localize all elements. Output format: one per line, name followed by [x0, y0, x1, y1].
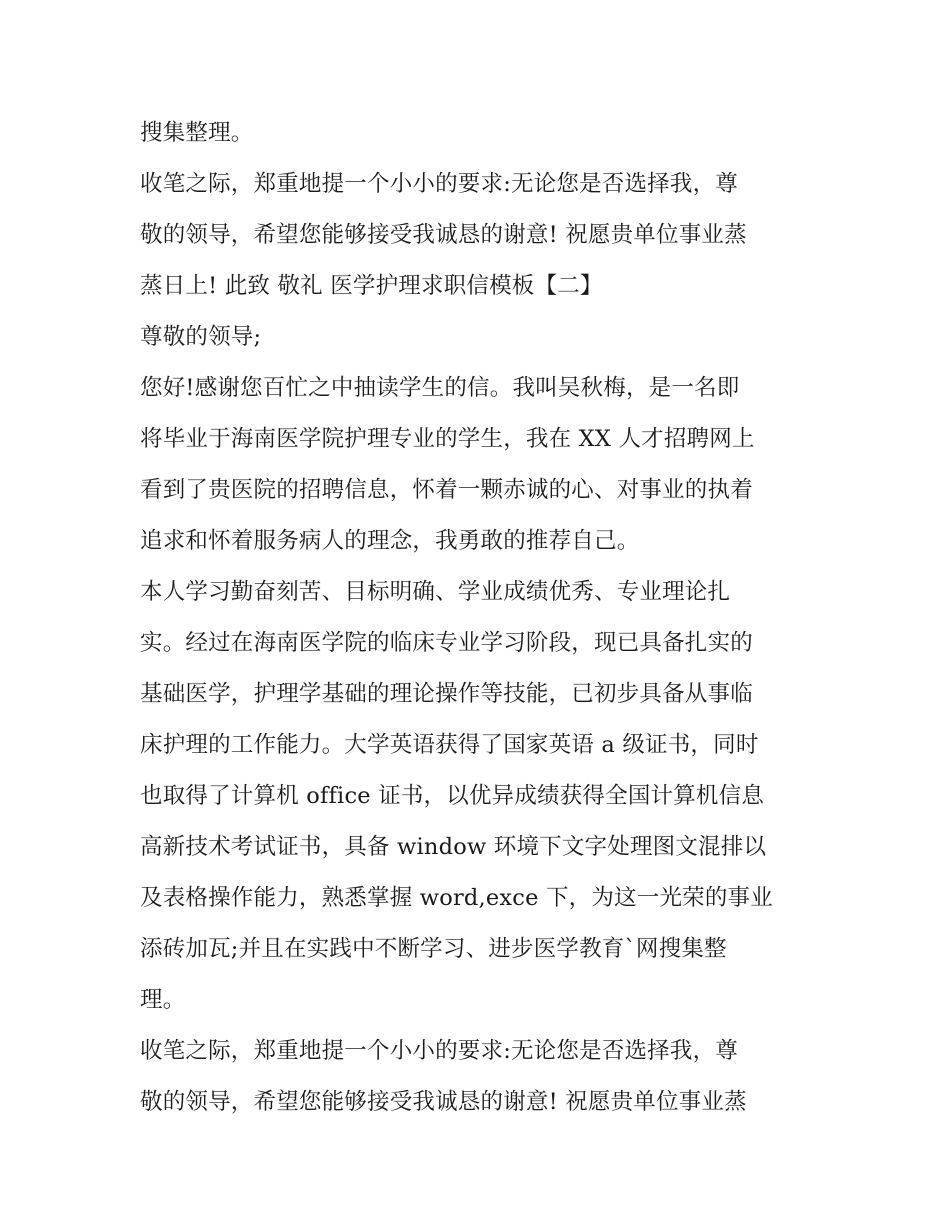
letter-body — [140, 108, 820, 1128]
salutation: 尊敬的领导; — [140, 324, 262, 350]
text-line: 蒸日上! 此致 敬礼 医学护理求职信模板【二】 — [140, 273, 603, 299]
text-line: 您好!感谢您百忙之中抽读学生的信。我叫吴秋梅，是一名即 — [140, 375, 740, 401]
text-line: 追求和怀着服务病人的理念，我勇敢的推荐自己。 — [140, 528, 640, 554]
text-line: 床护理的工作能力。大学英语获得了国家英语 a 级证书，同时 — [140, 732, 759, 758]
text-line: 看到了贵医院的招聘信息，怀着一颗赤诚的心、对事业的执着 — [140, 477, 753, 503]
text-line: 高新技术考试证书，具备 window 环境下文字处理图文混排以 — [140, 834, 767, 860]
text-line: 实。经过在海南医学院的临床专业学习阶段，现已具备扎实的 — [140, 630, 753, 656]
text-line: 本人学习勤奋刻苦、目标明确、学业成绩优秀、专业理论扎 — [140, 579, 731, 605]
text-line: 敬的领导，希望您能够接受我诚恳的谢意! 祝愿贵单位事业蒸 — [140, 1089, 747, 1115]
text-line: 敬的领导，希望您能够接受我诚恳的谢意! 祝愿贵单位事业蒸 — [140, 222, 747, 248]
text-line: 收笔之际，郑重地提一个小小的要求:无论您是否选择我，尊 — [140, 171, 738, 197]
text-line: 及表格操作能力，熟悉掌握 word,exce 下，为这一光荣的事业 — [140, 885, 773, 911]
text-line: 基础医学，护理学基础的理论操作等技能，已初步具备从事临 — [140, 681, 753, 707]
text-line: 添砖加瓦;并且在实践中不断学习、进步医学教育`网搜集整 — [140, 936, 727, 962]
text-line: 将毕业于海南医学院护理专业的学生，我在 XX 人才招聘网上 — [140, 426, 755, 452]
text-line: 理。 — [140, 987, 186, 1013]
text-line: 搜集整理。 — [140, 120, 254, 146]
text-line: 也取得了计算机 office 证书，以优异成绩获得全国计算机信息 — [140, 783, 765, 809]
text-line: 收笔之际，郑重地提一个小小的要求:无论您是否选择我，尊 — [140, 1038, 738, 1064]
